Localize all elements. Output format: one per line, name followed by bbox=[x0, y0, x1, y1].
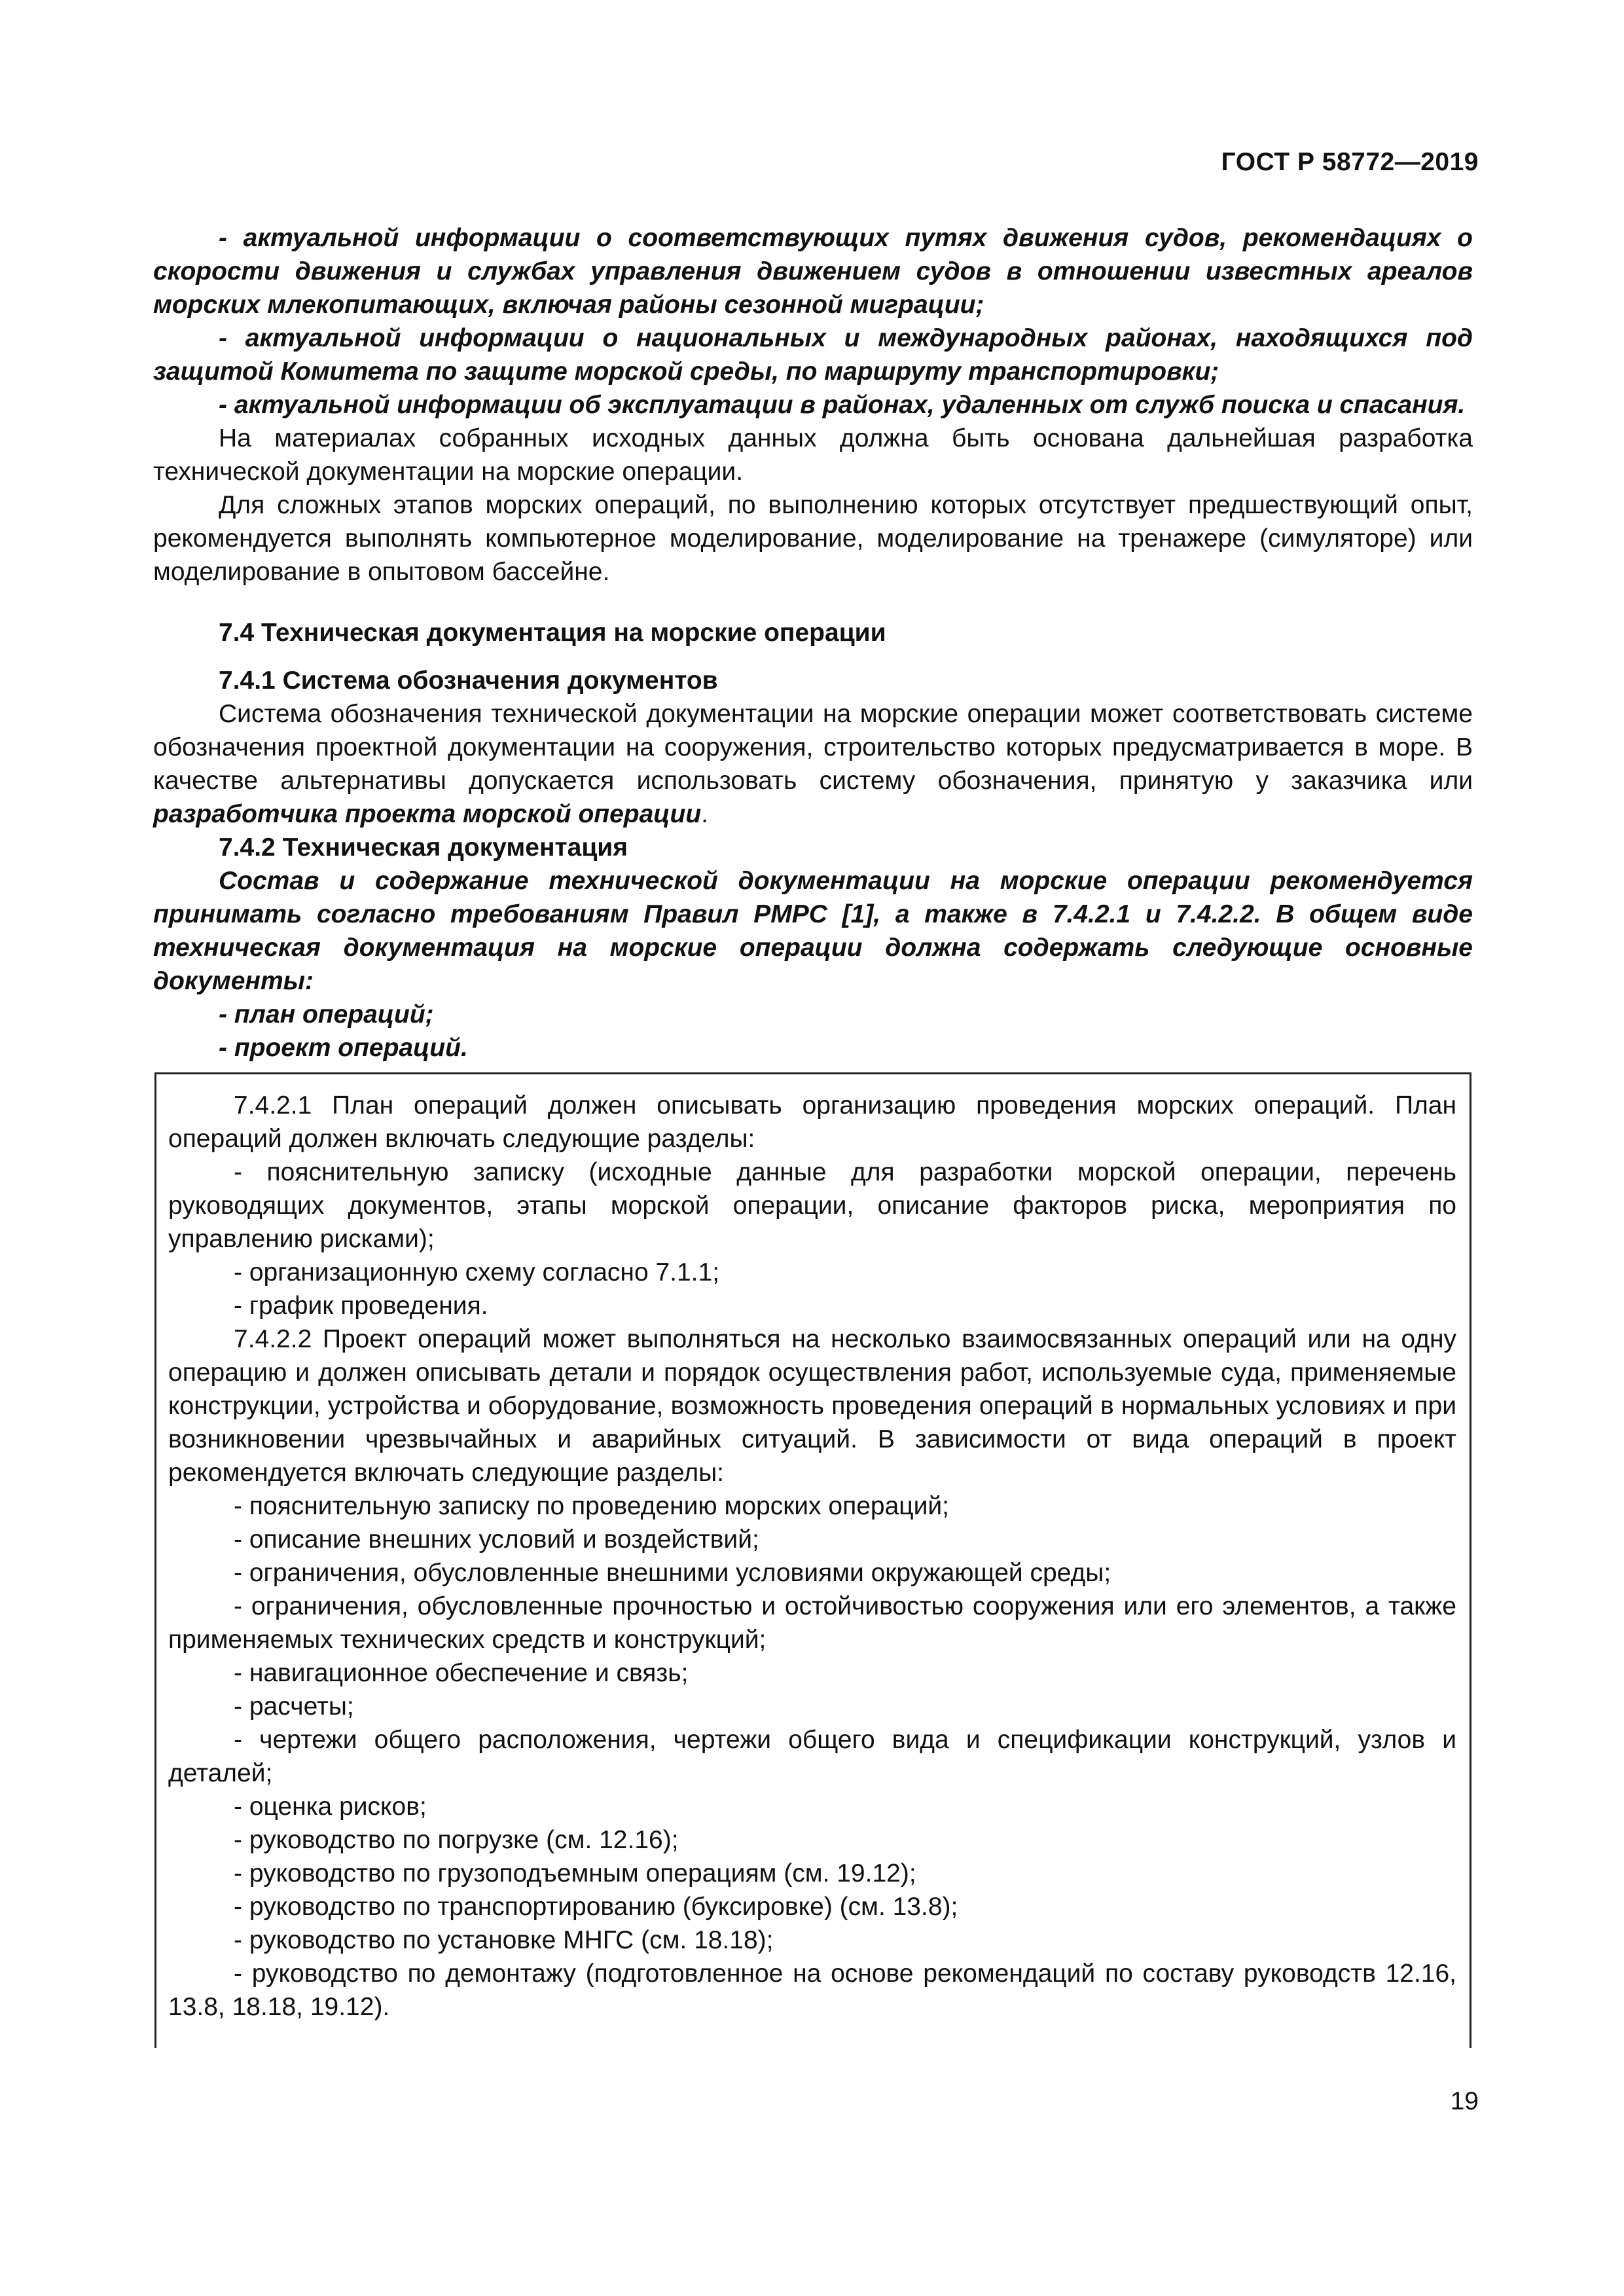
box-item: - руководство по транспортированию (буксировке) (см. 13.8); bbox=[234, 1893, 958, 1921]
bordered-text-box bbox=[154, 1072, 1471, 2048]
intro-bullet-protected-areas: - актуальной информации о национальных и международных районах, находящихся под защитой Комитета по защите морской среды, по маршруту транспортировки; bbox=[153, 324, 1473, 386]
page-number: 19 bbox=[1450, 2087, 1479, 2115]
section-7-4-1-text bbox=[153, 697, 1473, 831]
section-7-4-1-text-emphasis: разработчика проекта морской операции bbox=[153, 800, 702, 828]
intro-paragraph-modeling: Для сложных этапов морских операций, по выполнению которых отсутствует предшествующий опыт, рекомендуется выполнять компьютерное моделирование, моделирование на тренажере (симуляторе) или моделирование в опытовом бассейне. bbox=[153, 491, 1473, 586]
section-7-4-2-item-plan: - план операций; bbox=[219, 1000, 434, 1029]
intro-bullet-mammals: - актуальной информации о соответствующих путях движения судов, рекомендациях о скорости движения и службах управления движением судов в отношении известных ареалов морских млекопитающих, включая районы сезонной миграции; bbox=[153, 224, 1473, 319]
section-7-4-2-text: Состав и содержание технической документации на морские операции рекомендуется принимать согласно требованиям Правил РМРС [1], а также в 7.4.2.1 и 7.4.2.2. В общем виде техническая документация на морские операции должна содержать следующие основные документы: bbox=[153, 867, 1473, 995]
document-code-header: ГОСТ Р 58772—2019 bbox=[1221, 148, 1479, 176]
box-item: - ограничения, обусловленные прочностью и остойчивостью сооружения или его элементов, а также применяемых технических средств и конструкций; bbox=[168, 1592, 1456, 1654]
box-item: - график проведения. bbox=[234, 1292, 488, 1320]
box-item: - описание внешних условий и воздействий; bbox=[234, 1525, 759, 1554]
section-7-4-title: 7.4 Техническая документация на морские операции bbox=[219, 619, 886, 647]
intro-bullet-remote-areas: - актуальной информации об эксплуатации в районах, удаленных от служб поиска и спасания. bbox=[219, 391, 1466, 419]
section-7-4-1-text-plain: Система обозначения технической документации на морские операции может соответствовать системе обозначения проектной документации на сооружения, строительство которых предусматривается в море. В качестве альтернативы допускается использовать систему обозначения, принятую у заказчика или bbox=[153, 700, 1473, 795]
box-item: - организационную схему согласно 7.1.1; bbox=[234, 1258, 720, 1286]
box-item: - расчеты; bbox=[234, 1692, 354, 1721]
intro-paragraph-materials: На материалах собранных исходных данных должна быть основана дальнейшая разработка технической документации на морские операции. bbox=[153, 424, 1473, 486]
section-7-4-1-title: 7.4.1 Система обозначения документов bbox=[219, 666, 718, 695]
page-content bbox=[153, 221, 1473, 2048]
box-item: - руководство по грузоподъемным операциям (см. 19.12); bbox=[234, 1859, 916, 1887]
box-item: - чертежи общего расположения, чертежи общего вида и спецификации конструкций, узлов и деталей; bbox=[168, 1726, 1456, 1787]
box-item: - пояснительную записку по проведению морских операций; bbox=[234, 1492, 950, 1520]
box-item: - руководство по погрузке (см. 12.16); bbox=[234, 1826, 679, 1854]
box-item: - пояснительную записку (исходные данные для разработки морской операции, перечень руководящих документов, этапы морской операции, описание факторов риска, мероприятия по управлению рисками); bbox=[168, 1158, 1456, 1253]
box-paragraph-7-4-2-1: 7.4.2.1 План операций должен описывать организацию проведения морских операций. План операций должен включать следующие разделы: bbox=[168, 1091, 1456, 1153]
box-item: - руководство по установке МНГС (см. 18.18); bbox=[234, 1926, 774, 1954]
box-item: - навигационное обеспечение и связь; bbox=[234, 1659, 689, 1687]
box-item: - руководство по демонтажу (подготовленное на основе рекомендаций по составу руководств 12.16, 13.8, 18.18, 19.12). bbox=[168, 1959, 1456, 2021]
section-7-4-2-title: 7.4.2 Техническая документация bbox=[219, 833, 628, 862]
section-7-4-1-text-end: . bbox=[701, 800, 708, 828]
box-paragraph-7-4-2-2: 7.4.2.2 Проект операций может выполняться на несколько взаимосвязанных операций или на одну операцию и должен описывать детали и порядок осуществления работ, используемые суда, применяемые конструкции, устройства и оборудование, возможность проведения операций в нормальных условиях и при возникновении чрезвычайных и аварийных ситуаций. В зависимости от вида операций в проект рекомендуется включать следующие разделы: bbox=[168, 1325, 1456, 1487]
section-7-4-2-item-project: - проект операций. bbox=[219, 1034, 468, 1062]
box-item: - оценка рисков; bbox=[234, 1793, 427, 1821]
box-item: - ограничения, обусловленные внешними условиями окружающей среды; bbox=[234, 1559, 1111, 1587]
